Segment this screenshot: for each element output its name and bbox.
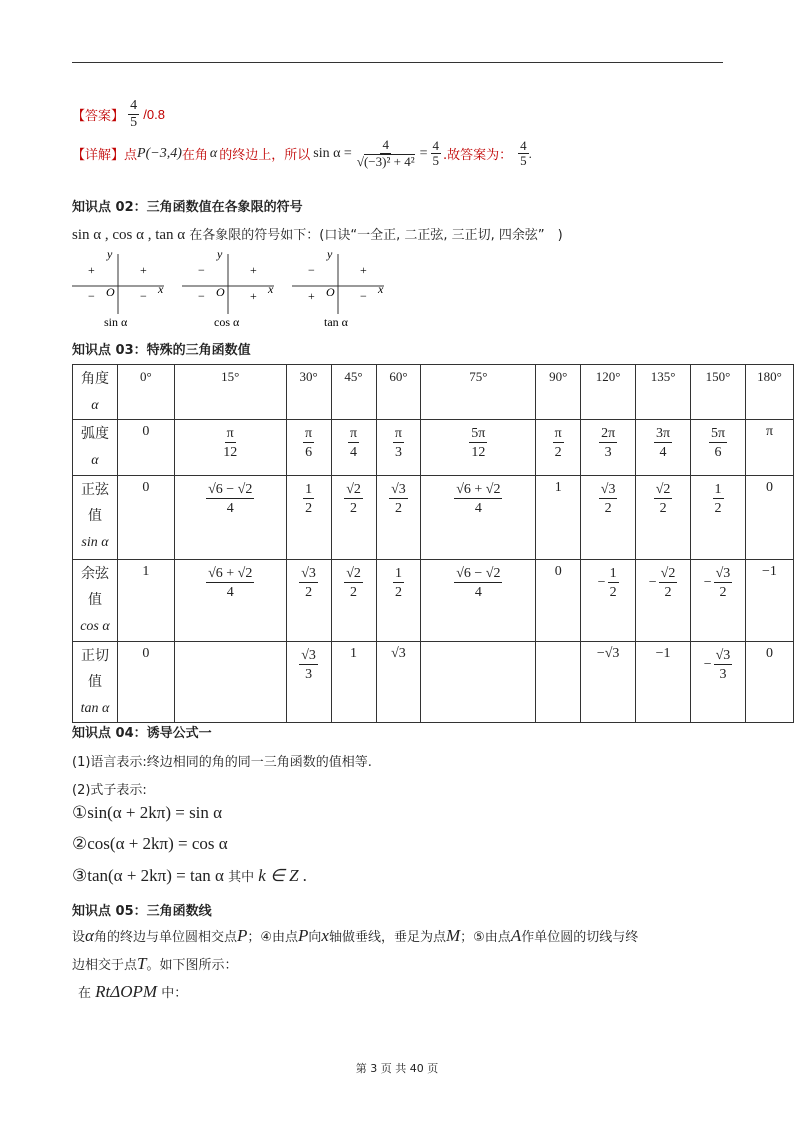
answer-line [72, 98, 165, 131]
origin-label: O [106, 285, 115, 299]
quadrant-2-sign: − [198, 263, 205, 277]
x-axis-label: x [268, 282, 274, 296]
special-values-table [72, 364, 794, 723]
table-cell: 45° [331, 365, 376, 420]
table-cell: 15° [174, 365, 286, 420]
point-P: P(−3,4) [137, 145, 182, 161]
table-cell: − $\frac{1}{2}$ [581, 560, 636, 642]
table-cell: $\frac{\pi}{4}$ [331, 420, 376, 476]
answer-fraction: $\frac{4}{5}$ [130, 98, 138, 131]
table-cell: − $\frac{√3}{2}$ [691, 560, 746, 642]
table-cell [174, 642, 286, 723]
detail-label: 【详解】 [72, 148, 125, 164]
table-row [73, 560, 794, 642]
table-cell: 60° [376, 365, 421, 420]
table-cell: 0 [117, 642, 174, 723]
formula-sin: ①sin(α + 2kπ) = sin α [72, 803, 223, 822]
table-cell: 0 [536, 560, 581, 642]
table-cell: −√3 [581, 642, 636, 723]
table-cell: 0 [117, 420, 174, 476]
section-03-title: 知识点 03：特殊的三角函数值 [72, 343, 251, 358]
quadrant-2-sign: − [308, 263, 315, 277]
table-cell: 30° [286, 365, 331, 420]
detail-line: 【详解】 点 P(−3,4) 在角 α 的终边上，所以 sin α = $\frac{4}{\text{√(−3)² + 4²}}$ = $\frac{4}{5}$ .故答案为： $\frac{4}{5}$ . [72, 137, 532, 169]
formula-tan: ③tan(α + 2kπ) = tan α 其中 k ∈ Z . [72, 866, 307, 885]
row-header: 正切 值 tan α [73, 642, 118, 723]
table-cell: 75° [421, 365, 536, 420]
header-rule [72, 62, 723, 63]
table-cell: $\frac{√6 - √2}{4}$ [174, 476, 286, 560]
table-cell: 90° [536, 365, 581, 420]
table-cell: 180° [745, 365, 793, 420]
table-cell: − $\frac{√3}{3}$ [691, 642, 746, 723]
table-cell: 0 [117, 476, 174, 560]
table-cell: √3 [376, 642, 421, 723]
table-cell: $\frac{3\pi}{4}$ [636, 420, 691, 476]
quadrant-4-sign: − [140, 289, 147, 303]
table-row [73, 365, 794, 420]
table-cell: $\frac{1}{2}$ [286, 476, 331, 560]
table-cell: $\frac{√3}{2}$ [581, 476, 636, 560]
table-cell: $\frac{√3}{2}$ [376, 476, 421, 560]
table-cell: −1 [745, 560, 793, 642]
table-cell: $\frac{√6 + √2}{4}$ [421, 476, 536, 560]
diagram-caption: sin α [104, 315, 128, 329]
table-cell: 150° [691, 365, 746, 420]
triangle-line: 在 RtΔOPM 中： [78, 982, 188, 1001]
row-header: 弧度 α [73, 420, 118, 476]
table-cell: $\frac{\pi}{3}$ [376, 420, 421, 476]
table-cell: $\frac{√6 - √2}{4}$ [421, 560, 536, 642]
table-cell: − $\frac{√2}{2}$ [636, 560, 691, 642]
table-cell: 1 [331, 642, 376, 723]
quadrant-1-sign: + [250, 263, 257, 277]
table-cell: $\frac{\pi}{12}$ [174, 420, 286, 476]
formula-statement: (2)式子表示: [72, 783, 147, 798]
table-cell: $\frac{\pi}{2}$ [536, 420, 581, 476]
quadrant-1-sign: + [140, 263, 147, 277]
table-cell: $\frac{\pi}{6}$ [286, 420, 331, 476]
quadrant-diagram [182, 248, 274, 329]
quadrant-diagram [72, 248, 164, 329]
table-cell: 0° [117, 365, 174, 420]
origin-label: O [326, 285, 335, 299]
quadrant-2-sign: + [88, 263, 95, 277]
x-axis-label: x [158, 282, 164, 296]
table-cell: $\frac{√2}{2}$ [636, 476, 691, 560]
diagram-caption: cos α [214, 315, 240, 329]
table-cell: $\frac{√3}{3}$ [286, 642, 331, 723]
quadrant-4-sign: − [360, 289, 367, 303]
table-cell: $\frac{1}{2}$ [376, 560, 421, 642]
table-cell: $\frac{5\pi}{6}$ [691, 420, 746, 476]
y-axis-label: y [217, 248, 223, 261]
table-row [73, 420, 794, 476]
answer-label: 【答案】 [72, 109, 125, 125]
table-cell: $\frac{1}{2}$ [691, 476, 746, 560]
quadrant-1-sign: + [360, 263, 367, 277]
quadrant-4-sign: + [250, 289, 257, 303]
table-cell: −1 [636, 642, 691, 723]
detail-fraction: $\frac{4}{\text{√(−3)² + 4²}}$ [356, 137, 415, 169]
table-cell: 0 [745, 476, 793, 560]
section-05-title: 知识点 05：三角函数线 [72, 904, 212, 919]
table-cell: $\frac{√2}{2}$ [331, 560, 376, 642]
row-header: 正弦 值 sin α [73, 476, 118, 560]
table-cell [536, 642, 581, 723]
table-cell: 120° [581, 365, 636, 420]
table-cell: $\frac{√6 + √2}{4}$ [174, 560, 286, 642]
diagram-caption: tan α [324, 315, 348, 329]
answer-alt: /0.8 [143, 107, 165, 123]
page-footer: 第 3 页 共 40 页 [355, 1062, 439, 1075]
x-axis-label: x [378, 282, 384, 296]
verbal-statement: (1)语言表示:终边相同的角的同一三角函数的值相等. [72, 755, 372, 770]
table-row [73, 476, 794, 560]
formula-cos: ②cos(α + 2kπ) = cos α [72, 834, 228, 853]
table-row [73, 642, 794, 723]
origin-label: O [216, 285, 225, 299]
section-04-title: 知识点 04：诱导公式一 [72, 726, 212, 741]
quadrant-3-sign: − [88, 289, 95, 303]
table-cell: $\frac{2\pi}{3}$ [581, 420, 636, 476]
sign-rule-line: sin α , cos α , tan α 在各象限的符号如下：(口诀“一全正, 二正弦, 三正切, 四余弦” ) [72, 227, 563, 243]
table-cell: 1 [536, 476, 581, 560]
trig-line-intro-2: 边相交于点T。如下图所示： [72, 954, 238, 973]
y-axis-label: y [327, 248, 333, 261]
quadrant-sign-diagrams [66, 248, 406, 334]
y-axis-label: y [107, 248, 113, 261]
row-header: 余弦 值 cos α [73, 560, 118, 642]
quadrant-diagram [292, 248, 384, 329]
table-cell [421, 642, 536, 723]
table-cell: 1 [117, 560, 174, 642]
table-cell: $\frac{5\pi}{12}$ [421, 420, 536, 476]
section-02-title: 知识点 02：三角函数值在各象限的符号 [72, 200, 303, 215]
table-cell: π [745, 420, 793, 476]
table-cell: 0 [745, 642, 793, 723]
table-cell: $\frac{√2}{2}$ [331, 476, 376, 560]
table-cell: $\frac{√3}{2}$ [286, 560, 331, 642]
trig-line-intro-1: 设α角的终边与单位圆相交点P；④由点P向x轴做垂线，垂足为点M；⑤由点A作单位圆的切线与终 [72, 926, 639, 945]
quadrant-3-sign: − [198, 289, 205, 303]
row-header: 角度 α [73, 365, 118, 420]
quadrant-3-sign: + [308, 289, 315, 303]
table-cell: 135° [636, 365, 691, 420]
